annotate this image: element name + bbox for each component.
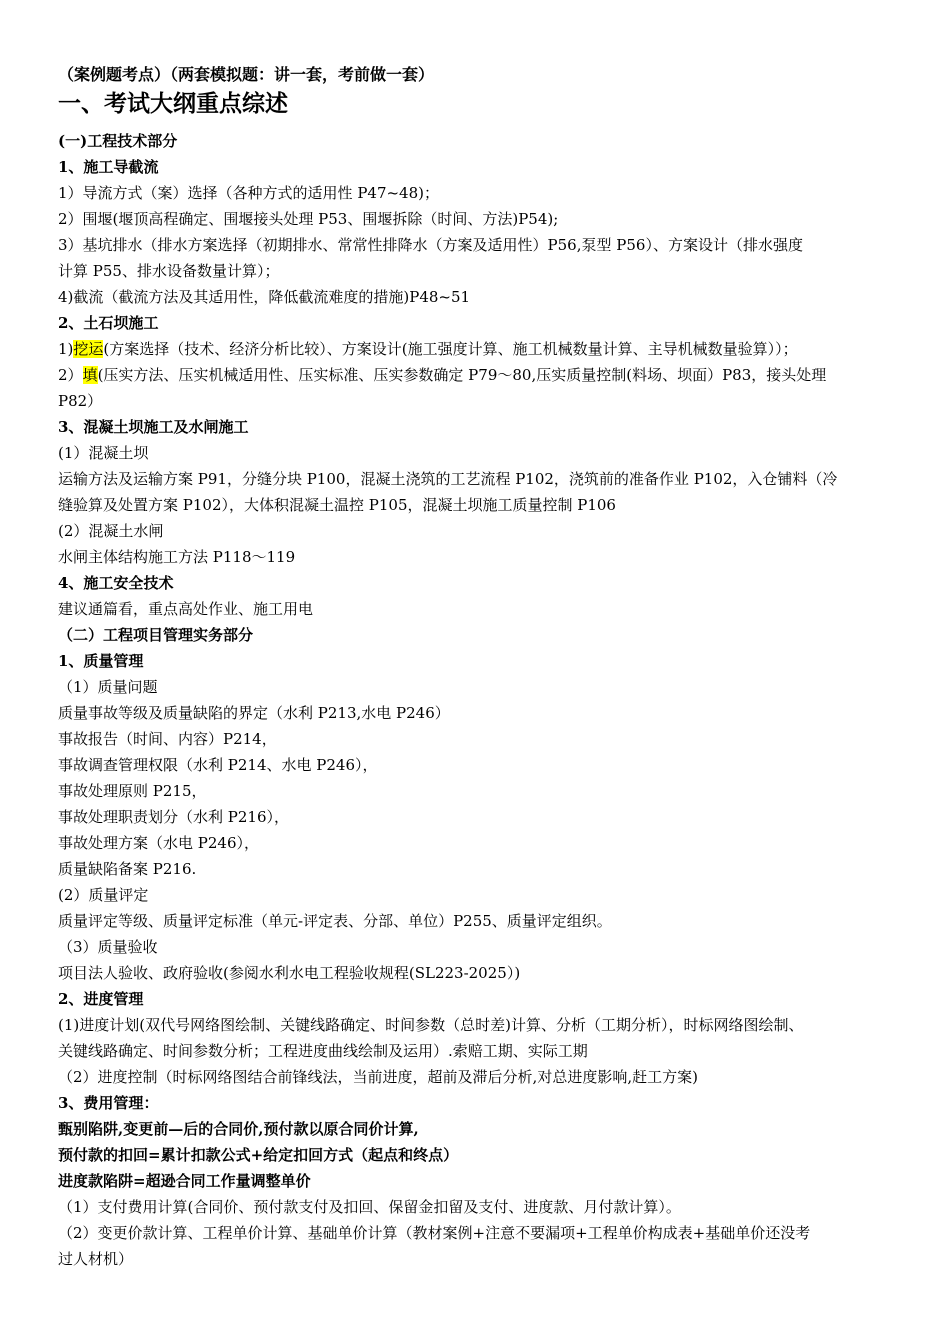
text-line: (2）质量评定 [58,886,149,904]
text-line: (2）混凝土水闸 [58,522,164,540]
text-line: 关键线路确定、时间参数分析；工程进度曲线绘制及运用）.索赔工期、实际工期 [58,1042,588,1060]
subsection-heading: 1、施工导截流 [58,158,159,176]
text-run: (方案选择（技术、经济分析比较）、方案设计(施工强度计算、施工机械数量计算、主导机械数量验算））； [103,340,798,358]
section-heading: （二）工程项目管理实务部分 [58,626,254,644]
text-run: (压实方法、压实机械适用性、压实标准、压实参数确定 P79～80,压实质量控制(料场、坝面）P83，接头处理 [97,366,827,384]
text-line: 运输方法及运输方案 P91，分缝分块 P100，混凝土浇筑的工艺流程 P102，浇筑前的准备作业 P102，入仓铺料（冷 [58,470,838,488]
text-line: （2）进度控制（时标网络图结合前锋线法，当前进度，超前及滞后分析,对总进度影响,赶工方案) [58,1068,698,1086]
subsection-heading: 2、进度管理 [58,990,144,1008]
text-line [58,336,898,362]
subsection-heading: 3、费用管理： [58,1094,159,1112]
subsection-heading: 2、土石坝施工 [58,314,159,332]
text-line: 2）围堰(堰顶高程确定、围堰接头处理 P53、围堰拆除（时间、方法)P54); [58,210,559,228]
section-heading: (一)工程技术部分 [58,132,178,150]
subsection-heading: 4、施工安全技术 [58,574,174,592]
text-line: （1）支付费用计算(合同价、预付款支付及扣回、保留金扣留及支付、进度款、月付款计算）。 [58,1198,681,1216]
text-line: (1）混凝土坝 [58,444,149,462]
text-line: 建议通篇看，重点高处作业、施工用电 [58,600,314,618]
bold-note: 甄别陷阱,变更前—后的合同价,预付款以原合同价计算, [58,1120,419,1138]
text-line: 3）基坑排水（排水方案选择（初期排水、常常性排降水（方案及适用性）P56,泵型 P56）、方案设计（排水强度 [58,236,803,254]
text-line: 水闸主体结构施工方法 P118～119 [58,548,296,566]
highlighted-text: 填 [82,366,98,384]
text-line: 4)截流（截流方法及其适用性，降低截流难度的措施)P48~51 [58,288,471,306]
text-line: 质量缺陷备案 P216. [58,860,197,878]
text-line [58,362,898,388]
text-line: 质量事故等级及质量缺陷的界定（水利 P213,水电 P246） [58,704,450,722]
text-line: (1)进度计划(双代号网络图绘制、关键线路确定、时间参数（总时差)计算、分析（工期分析），时标网络图绘制、 [58,1016,804,1034]
text-line: 缝验算及处置方案 P102），大体积混凝土温控 P105，混凝土坝施工质量控制 P106 [58,496,616,514]
text-line: 事故处理职责划分（水利 P216）， [58,808,289,826]
bold-note: 预付款的扣回=累计扣款公式+给定扣回方式（起点和终点） [58,1146,459,1164]
page-title: 一、考试大纲重点综述 [58,90,288,117]
text-line: 事故处理原则 P215， [58,782,207,800]
text-line: 计算 P55、排水设备数量计算）； [58,262,280,280]
subsection-heading: 1、质量管理 [58,652,144,670]
document-body [58,64,898,1272]
header-note: （案例题考点）（两套模拟题：讲一套，考前做一套） [58,65,435,84]
text-line: （3）质量验收 [58,938,158,956]
text-line: （2）变更价款计算、工程单价计算、基础单价计算（教材案例+注意不要漏项+工程单价构成表+基础单价还没考 [58,1224,811,1242]
text-line: 事故处理方案（水电 P246）， [58,834,259,852]
text-run: 2） [58,366,83,384]
text-line: 项目法人验收、政府验收(参阅水利水电工程验收规程(SL223-2025）) [58,964,521,982]
text-line: 1）导流方式（案）选择（各种方式的适用性 P47~48)； [58,184,440,202]
text-run: 1) [58,340,74,358]
text-line: P82） [58,392,103,410]
text-line: 质量评定等级、质量评定标准（单元-评定表、分部、单位）P255、质量评定组织。 [58,912,612,930]
highlighted-text: 挖运 [73,340,104,358]
bold-note: 进度款陷阱=超逊合同工作量调整单价 [58,1172,311,1190]
text-line: （1）质量问题 [58,678,158,696]
subsection-heading: 3、混凝土坝施工及水闸施工 [58,418,249,436]
text-line: 过人材机） [58,1250,134,1268]
text-line: 事故调查管理权限（水利 P214、水电 P246）， [58,756,378,774]
text-line: 事故报告（时间、内容）P214， [58,730,277,748]
